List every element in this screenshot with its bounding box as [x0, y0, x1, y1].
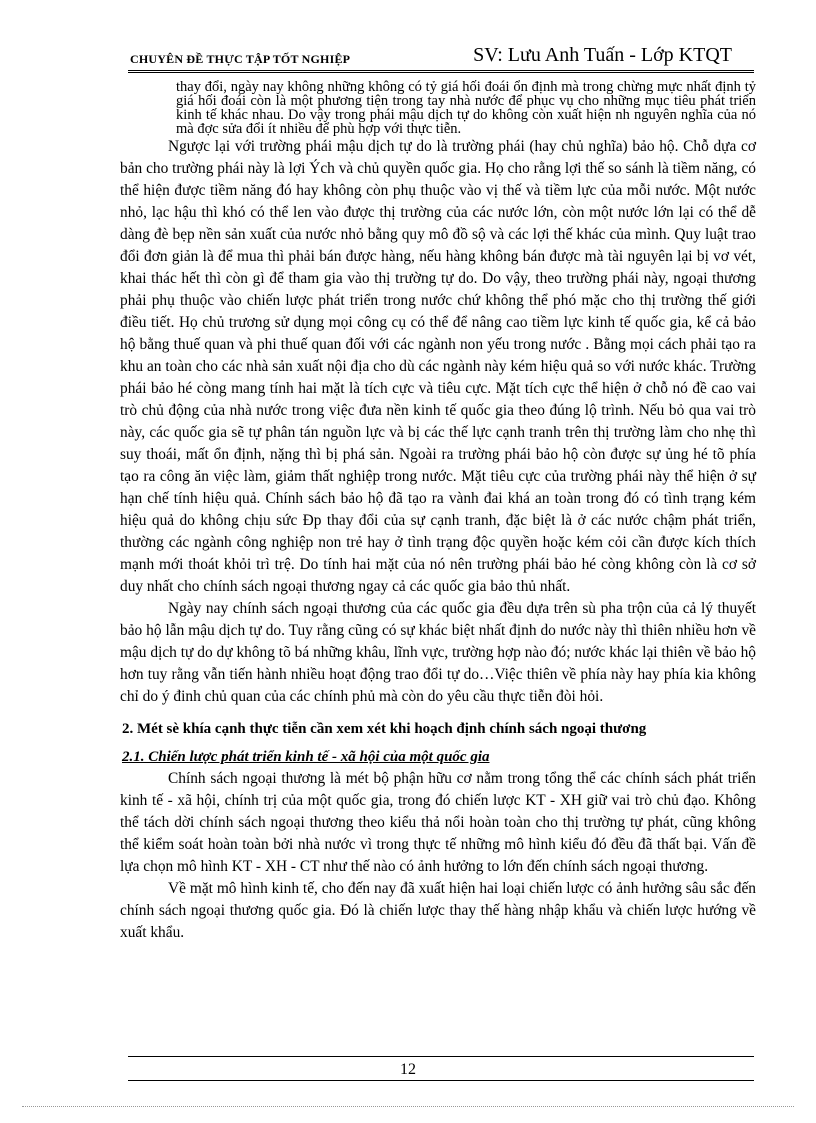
student-info: SV: Lưu Anh Tuấn - Lớp KTQT — [473, 44, 732, 66]
header-rule — [128, 72, 754, 73]
paragraph-protectionism: Ngược lại với trường phái mậu dịch tự do là trường phái (hay chủ nghĩa) bảo hộ. Chỗ dựa cơ bản cho trường phái này là lợi Ých và chủ quyền quốc gia. Họ cho rằng lợi thế so sánh là tiềm năng, có thể hiện được tiềm năng đó hay không còn phụ thuộc vào vị thế và tiềm lực của mỗi nước. Một nước nhỏ, lạc hậu thì khó có thể len vào được thị trường của các nước lớn, còn một nước lớn lại có thể dễ dàng đè bẹp nền sản xuất của nước nhỏ bằng quy mô đồ sộ và các lợi thế khác của mình. Quy luật trao đổi đơn giản là để mua thì phải bán được hàng, nếu hàng không bán được mà tài nguyên lại bị vơ vét, khai thác hết thì còn gì để tham gia vào thị trường tự do. Do vậy, theo trường phái này, ngoại thương phải phụ thuộc vào chiến lược phát triển trong nước chứ không thể phó mặc cho thị trường thế giới điều tiết. Họ chủ trương sử dụng mọi công cụ có thể để nâng cao tiềm lực kinh tế quốc gia, kể cả bảo hộ bằng thuế quan và phi thuế quan đối với các ngành non yếu trong nước . Bằng mọi cách phải tạo ra khu an toàn cho các nhà sản xuất nội địa cho dù các ngành này kém hiệu quả so với nước khác. Trường phái bảo hé còng mang tính hai mặt là tích cực và tiêu cực. Mặt tích cực thể hiện ở chỗ nó đề cao vai trò chủ động của nhà nước trong việc đưa nền kinh tế quốc gia theo đúng lộ trình. Nếu bỏ qua vai trò này, các quốc gia sẽ tự phân tán nguồn lực và bị các thế lực cạnh tranh trên thị trường làm cho nhẹ thì suy thoái, mất ổn định, nặng thì bị phá sản. Ngoài ra trường phái bảo hộ còn được sự ủng hé tõ phía tạo ra công ăn việc làm, giảm thất nghiệp trong nước. Mặt tiêu cực của trường phái này thể hiện ở sự hạn chế tính hiệu quả. Chính sách bảo hộ đã tạo ra vành đai khá an toàn trong đó có tình trạng kém hiệu quả do không chịu sức Ðp thay đổi của sự cạnh tranh, đặc biệt là ở các nước chậm phát triển, thường các ngành công nghiệp non trẻ hay ở tình trạng độc quyền hoặc kém cỏi cần được kích thích mạnh mới thoát khỏi trì trệ. Do tính hai mặt của nó nên trường phái bảo hé còng không còn là cơ sở duy nhất cho chính sách ngoại thương ngay cả các quốc gia bảo thủ nhất. — [120, 138, 756, 595]
document-title: CHUYÊN ĐỀ THỰC TẬP TỐT NGHIỆP — [130, 52, 351, 66]
paragraph-continuation: thay đổi, ngày nay không những không có tỷ giá hối đoái ổn định mà trong chừng mực nhất định tỷ giá hối đoái còn là một phương tiện trong tay nhà nước để phục vụ cho những mục tiêu phát triển kinh tế khác nhau. Do vậy trong phái mậu dịch tự do không còn xuất hiện nh nguyên nghĩa của nó mà đợc sửa đổi ít nhiều để phù hợp với thực tiễn. — [176, 79, 756, 137]
page-header — [128, 44, 754, 71]
footer-rule-bottom — [128, 1080, 754, 1081]
paragraph-mixed-policy: Ngày nay chính sách ngoại thương của các quốc gia đều dựa trên sù pha trộn của cả lý thuyết bảo hộ lẫn mậu dịch tự do. Tuy rằng cũng có sự khác biệt nhất định do nước này thì thiên nhiều hơn về mậu dịch tự do dự không tõ bá những khâu, lĩnh vực, trường hợp nào đó; nước khác lại thiên về bảo hộ hơn tuy rằng vẫn tiến hành nhiều hoạt động trao đổi tự do…Việc thiên về phía này hay phía kia không chỉ do ý đinh chủ quan của các chính phủ mà còn do yêu cầu thực tiễn đòi hỏi. — [120, 600, 756, 705]
subsection-heading: 2.1. Chiến lược phát triển kinh tế - xã hội của một quốc gia — [122, 749, 490, 765]
section-heading: 2. Mét sè khía cạnh thực tiễn cần xem xét khi hoạch định chính sách ngoại thương — [122, 721, 647, 737]
page-body — [120, 80, 756, 944]
page-number: 12 — [400, 1061, 416, 1078]
page-break-line — [22, 1106, 794, 1107]
paragraph-strategy: Chính sách ngoại thương là mét bộ phận hữu cơ nằm trong tổng thể các chính sách phát triển kinh tế - xã hội, chính trị của một quốc gia, trong đó chiến lược KT - XH giữ vai trò chủ đạo. Không thể tách dời chính sách ngoại thương theo kiểu thả nổi hoàn toàn cho thị trường tự phát, cũng không thể kiểm soát hoàn toàn bởi nhà nước vì trong thực tế những mô hình kiểu đó đều đã thất bại. Vấn đề lựa chọn mô hình KT - XH - CT như thế nào có ảnh hưởng to lớn đến chính sách ngoại thương. — [120, 770, 756, 875]
footer-rule — [128, 1056, 754, 1057]
paragraph-economic-model: Về mặt mô hình kinh tế, cho đến nay đã xuất hiện hai loại chiến lược có ảnh hưởng sâu sắc đến chính sách ngoại thương quốc gia. Đó là chiến lược thay thế hàng nhập khẩu và chiến lược hướng về xuất khẩu. — [120, 880, 756, 941]
